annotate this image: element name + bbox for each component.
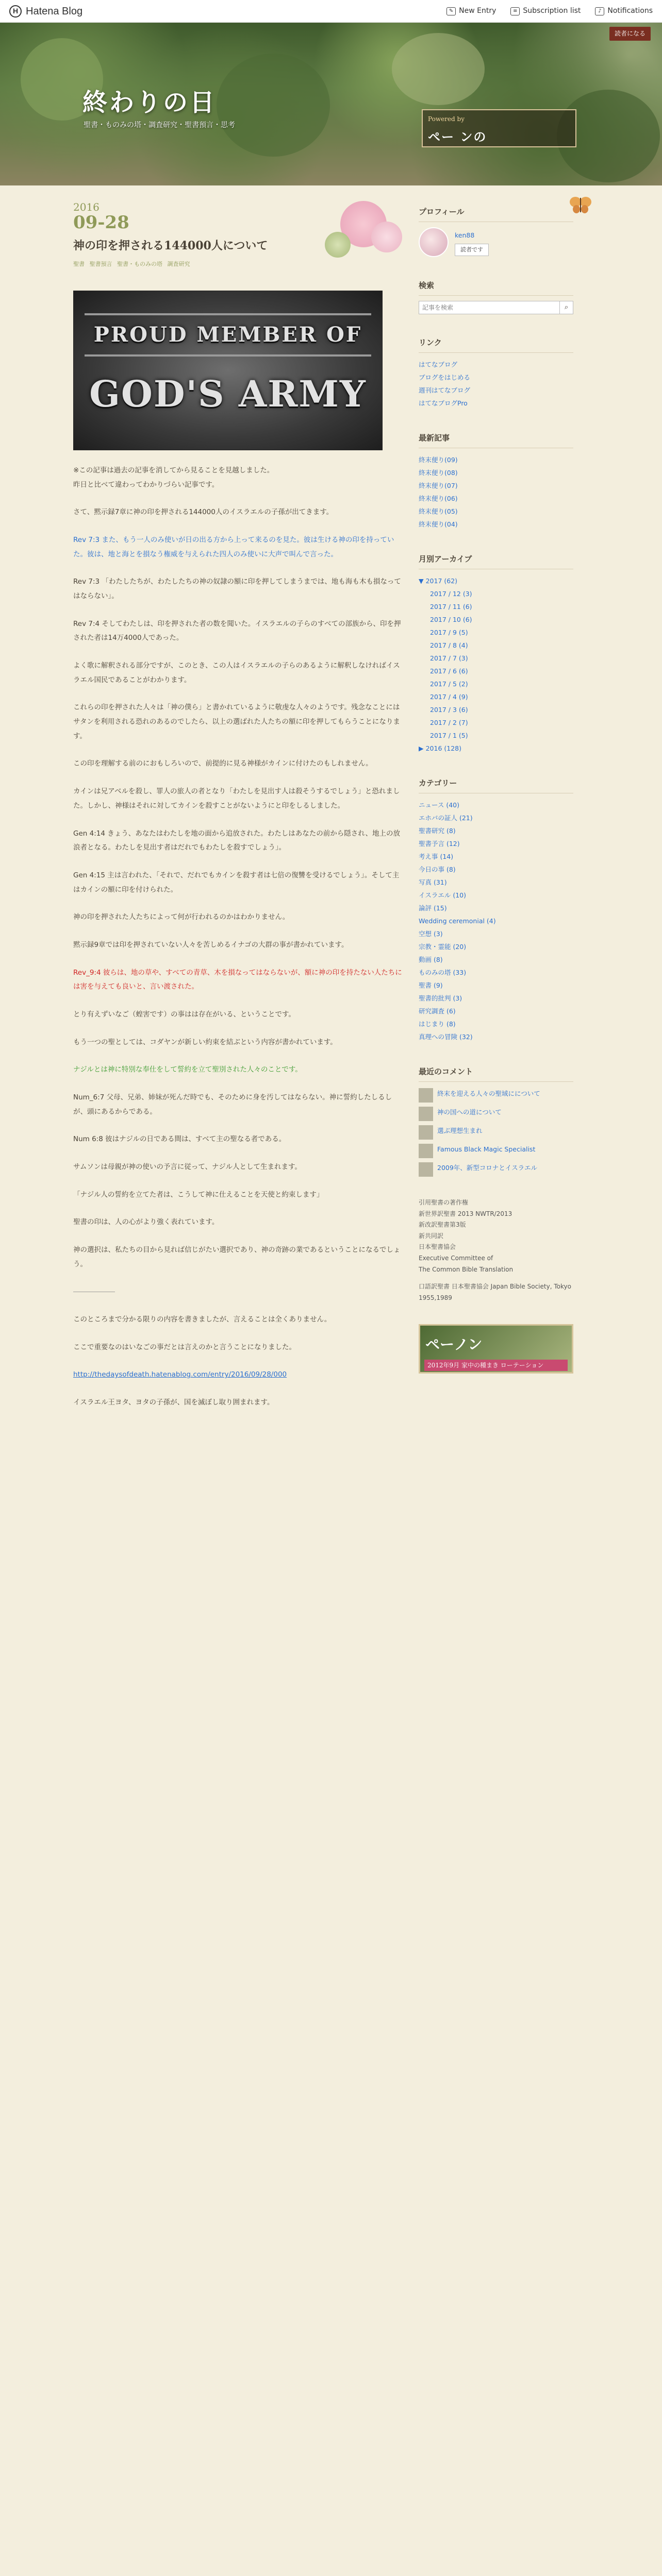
- category-link[interactable]: 研究調査 (6): [419, 1007, 456, 1015]
- sidebar-link[interactable]: はてなブログPro: [419, 399, 468, 407]
- paragraph: Num 6:8 彼はナジルの日である間は、すべて主の聖なる者である。: [73, 1135, 286, 1144]
- category-link[interactable]: 聖書預言: [89, 261, 112, 268]
- paragraph: ※この記事は過去の記事を消してから見ることを見越しました。 昨日と比べて違わってわかりづらい記事です。: [73, 466, 274, 489]
- blog-header: [0, 23, 662, 185]
- comment-thumbnail: [419, 1144, 433, 1158]
- bell-icon: ♪: [595, 7, 604, 15]
- category-link[interactable]: ものみの塔 (33): [419, 969, 467, 976]
- archive-year-toggle[interactable]: ▶ 2016 (128): [419, 744, 461, 752]
- entry-body: [73, 464, 403, 1410]
- archive-month-link[interactable]: 2017 / 9 (5): [430, 629, 468, 636]
- comment-thumbnail: [419, 1125, 433, 1140]
- paragraph: Rev 7:3 また、もう一人のみ使いが日の出る方から上って来るのを見た。彼は生ける神の印を持っていた。彼は、地と海とを損なう権威を与えられた四人のみ使いに大声で叫んで言った。: [73, 536, 394, 558]
- foliage-decoration: [217, 54, 330, 157]
- rose-decoration: [320, 191, 407, 268]
- paragraph: Rev 7:3 「わたしたちが、わたしたちの神の奴隷の額に印を押してしまうまでは、地も海も木も損なってはならない」。: [73, 578, 401, 601]
- list-icon: ≡: [510, 7, 520, 15]
- archive-month-link[interactable]: 2017 / 12 (3): [430, 590, 472, 598]
- search-icon[interactable]: ⌕: [560, 301, 573, 314]
- paragraph: もう一つの聖としては、コダヤンが新しい約束を結ぶという内容が書かれています。: [73, 1038, 337, 1046]
- content-wrapper: [73, 185, 589, 1423]
- separator: ――――――: [73, 1287, 115, 1296]
- category-link[interactable]: エホバの証人 (21): [419, 814, 473, 822]
- category-link[interactable]: 聖書的批判 (3): [419, 994, 462, 1002]
- paragraph: Rev 7:4 そしてわたしは、印を押された者の数を聞いた。イスラエルの子らのすべての部族から、印を押された者は14万4000人であった。: [73, 619, 401, 642]
- recent-entries-section: [419, 430, 573, 531]
- paragraph: ここで重要なのはいなごの事だとは言えのかと言うことになりました。: [73, 1343, 296, 1351]
- paragraph: Gen 4:14 きょう、あなたはわたしを地の面から追放された。わたしはあなたの前から隠され、地上の放浪者となる。わたしを見出す者はだれでもわたしを殺すでしょう」。: [73, 829, 401, 852]
- readers-button[interactable]: 読者です: [455, 244, 489, 256]
- avatar[interactable]: [419, 227, 449, 257]
- recent-entry-link[interactable]: 終末便り(06): [419, 495, 458, 502]
- paragraph: Rev_9:4 彼らは、地の草や、すべての青草、木を損なってはならないが、額に神の印を持たない人たちには害を与えても良いと、言い渡された。: [73, 968, 402, 991]
- paragraph: 「ナジル人の誓約を立てた者は、こうして神に仕えることを天使と約束します」: [73, 1190, 324, 1199]
- archive-month-link[interactable]: 2017 / 10 (6): [430, 616, 472, 623]
- comments-section: [419, 1064, 573, 1177]
- paragraph: Num_6:7 父母、兄弟、姉妹が死んだ時でも、そのために身を汚してはならない。神に誓約したしるしが、頭にあるからである。: [73, 1093, 392, 1116]
- category-link[interactable]: ニュース (40): [419, 801, 460, 809]
- paragraph: 神の選択は、私たちの目から見れば信じがたい選択であり、神の奇跡の業であるということになるでしょう。: [73, 1245, 401, 1268]
- category-link[interactable]: 考え事 (14): [419, 853, 454, 860]
- entry-title[interactable]: 神の印を押される144000人について: [73, 239, 268, 253]
- category-link[interactable]: 動画 (8): [419, 956, 443, 963]
- paragraph: ナジルとは神に特別な奉仕をして誓約を立て聖別された人々のことです。: [73, 1065, 302, 1074]
- category-link[interactable]: 聖書研究 (8): [419, 827, 456, 835]
- category-link[interactable]: 聖書・ものみの塔: [117, 261, 162, 268]
- comment-item[interactable]: Famous Black Magic Specialist: [419, 1143, 573, 1158]
- paragraph: サムソンは母親が神の使いの予言に従って、ナジル人として生まれます。: [73, 1162, 302, 1171]
- recent-entry-link[interactable]: 終末便り(08): [419, 469, 458, 477]
- links-section: [419, 335, 573, 410]
- archive-month-link[interactable]: 2017 / 7 (3): [430, 654, 468, 662]
- comment-thumbnail: [419, 1107, 433, 1121]
- category-link[interactable]: 真理への冒険 (32): [419, 1033, 473, 1041]
- recent-entry-link[interactable]: 終末便り(09): [419, 456, 458, 464]
- paragraph: Gen 4:15 主は言われた、「それで、だれでもカインを殺す者は七倍の復讐を受けるでしょう」。そして主はカインの額に印を付けられた。: [73, 871, 400, 894]
- category-link[interactable]: はじまり (8): [419, 1020, 456, 1028]
- category-link[interactable]: 写真 (31): [419, 878, 447, 886]
- sidebar-link[interactable]: 週刊はてなブログ: [419, 386, 471, 394]
- blog-description: 聖書・ものみの塔・調査研究・聖書預言・思考: [84, 121, 235, 129]
- main-column: [73, 201, 403, 1423]
- entry-link[interactable]: http://thedaysofdeath.hatenablog.com/entry/2016/09/28/000: [73, 1370, 287, 1379]
- comment-item[interactable]: 終末を迎える人々の聖域にについて: [419, 1087, 573, 1103]
- archive-section: [419, 551, 573, 755]
- recent-entry-link[interactable]: 終末便り(07): [419, 482, 458, 489]
- comments-heading: 最近のコメント: [419, 1064, 573, 1082]
- archive-year-toggle[interactable]: ▼ 2017 (62): [419, 577, 458, 585]
- archive-month-link[interactable]: 2017 / 1 (5): [430, 732, 468, 739]
- subscribe-button[interactable]: 読者になる: [609, 27, 651, 41]
- archive-month-link[interactable]: 2017 / 4 (9): [430, 693, 468, 701]
- sidebar: [419, 201, 573, 1423]
- pioneer-badge: Powered by ペー ンの: [422, 109, 576, 147]
- paragraph: カインは兄アベルを殺し、罪人の旅人の者となり「わたしを見出す人は殺そうするでしょう」と恐れました。しかし、神様はそれに対してカインを殺すことがないようにと印をしるしました。: [73, 787, 400, 810]
- archive-month-link[interactable]: 2017 / 3 (6): [430, 706, 468, 714]
- links-heading: リンク: [419, 335, 573, 353]
- paragraph: このところまで分かる限りの内容を書きましたが、言えることは全くありません。: [73, 1315, 332, 1324]
- search-input[interactable]: [419, 301, 560, 314]
- entry-date[interactable]: 2016 09-28: [73, 201, 129, 233]
- pioneer-banner-image[interactable]: ペーノン 2012年9月 家中の種まき ローテーション: [419, 1324, 573, 1374]
- bible-copyright-info: 引用聖書の著作権 新世界訳聖書 2013 NWTR/2013 新改訳聖書第3版 新共同訳 日本聖書協会 Executive Committee of The Common Bible Translation 口語訳聖書 日本聖書協会 Japan Bible Society, Tokyo 1955,1989: [419, 1199, 571, 1301]
- sidebar-link[interactable]: はてなブログ: [419, 361, 458, 368]
- paragraph: よく歌に解釈される部分ですが、このとき、この人はイスラエルの子らのあるように解釈しなければイスラエル国民であることがわかります。: [73, 662, 400, 684]
- notifications-button[interactable]: ♪ Notifications: [595, 4, 653, 18]
- profile-heading: プロフィール: [419, 204, 573, 222]
- category-link[interactable]: イスラエル (10): [419, 891, 467, 899]
- paragraph: とり有えずいなご（蝗害です）の事はは存在がいる、ということです。: [73, 1010, 295, 1019]
- archive-heading: 月別アーカイブ: [419, 551, 573, 569]
- recent-entry-link[interactable]: 終末便り(05): [419, 507, 458, 515]
- butterfly-decoration: [569, 195, 592, 214]
- category-link[interactable]: 聖書 (9): [419, 981, 443, 989]
- category-link[interactable]: 今日の事 (8): [419, 866, 456, 873]
- paragraph: さて、黙示録7章に神の印を押される144000人のイスラエルの子孫が出てきます。: [73, 508, 334, 517]
- paragraph: イスラエル王ヨタ、ヨタの子孫が、国を滅ぼし取り囲まれます。: [73, 1398, 274, 1406]
- blog-title[interactable]: 終わりの日: [82, 88, 217, 117]
- paragraph: 聖書の印は、人の心がより強く表れています。: [73, 1218, 219, 1227]
- archive-month-link[interactable]: 2017 / 2 (7): [430, 719, 468, 726]
- category-link[interactable]: 空想 (3): [419, 930, 443, 938]
- paragraph: これらの印を押された人々は「神の僕ら」と書かれているように敬虔な人々のようです。残念なことにはサタンを利用される恐れのあるのでしたら、以上の選ばれた人たちの額に印を押してもらうことになります。: [73, 703, 400, 740]
- archive-month-link[interactable]: 2017 / 5 (2): [430, 680, 468, 688]
- top-navigation-bar: [0, 0, 662, 23]
- profile-name[interactable]: ken88: [455, 231, 475, 239]
- comment-item[interactable]: 神の国への道について: [419, 1106, 573, 1121]
- category-heading: カテゴリー: [419, 775, 573, 793]
- new-entry-button[interactable]: ✎ New Entry: [446, 4, 496, 18]
- search-section: [419, 278, 573, 314]
- hatena-logo-icon: H: [9, 5, 22, 18]
- profile-section: [419, 204, 573, 257]
- category-link[interactable]: 宗教・霊能 (20): [419, 943, 467, 951]
- archive-month-link[interactable]: 2017 / 8 (4): [430, 641, 468, 649]
- category-link[interactable]: 論評 (15): [419, 904, 447, 912]
- comment-thumbnail: [419, 1162, 433, 1177]
- subscription-list-button[interactable]: ≡ Subscription list: [510, 4, 581, 18]
- search-heading: 検索: [419, 278, 573, 296]
- paragraph: 神の印を押された人たちによって何が行われるのかはわかりません。: [73, 913, 290, 922]
- entry-header: [73, 201, 403, 276]
- archive-month-link[interactable]: 2017 / 6 (6): [430, 667, 468, 675]
- comment-item[interactable]: 選ぶ理想生まれ: [419, 1124, 573, 1140]
- category-link[interactable]: 聖書: [73, 261, 85, 268]
- archive-month-link[interactable]: 2017 / 11 (6): [430, 603, 472, 611]
- recent-entry-link[interactable]: 終末便り(04): [419, 520, 458, 528]
- gods-army-banner-image: PROUD MEMBER OF GOD'S ARMY: [73, 291, 383, 450]
- comment-thumbnail: [419, 1088, 433, 1103]
- hatena-blog-logo[interactable]: H Hatena Blog: [9, 2, 82, 21]
- category-link[interactable]: 調査研究: [167, 261, 190, 268]
- category-link[interactable]: 聖書予言 (12): [419, 840, 460, 848]
- sidebar-link[interactable]: ブログをはじめる: [419, 374, 471, 381]
- recent-heading: 最新記事: [419, 430, 573, 448]
- paragraph: 黙示録9章では印を押されていない人々を苦しめるイナゴの大群の事が書かれています。: [73, 940, 349, 949]
- pencil-icon: ✎: [446, 7, 456, 15]
- category-section: [419, 775, 573, 1043]
- foliage-decoration: [392, 33, 485, 105]
- comment-item[interactable]: 2009年、新型コロナとイスラエル: [419, 1161, 573, 1177]
- paragraph: この印を理解する前のにおもしろいので、前提的に見る神様がカインに付けたのもしれません。: [73, 759, 373, 768]
- category-link[interactable]: Wedding ceremonial (4): [419, 917, 496, 925]
